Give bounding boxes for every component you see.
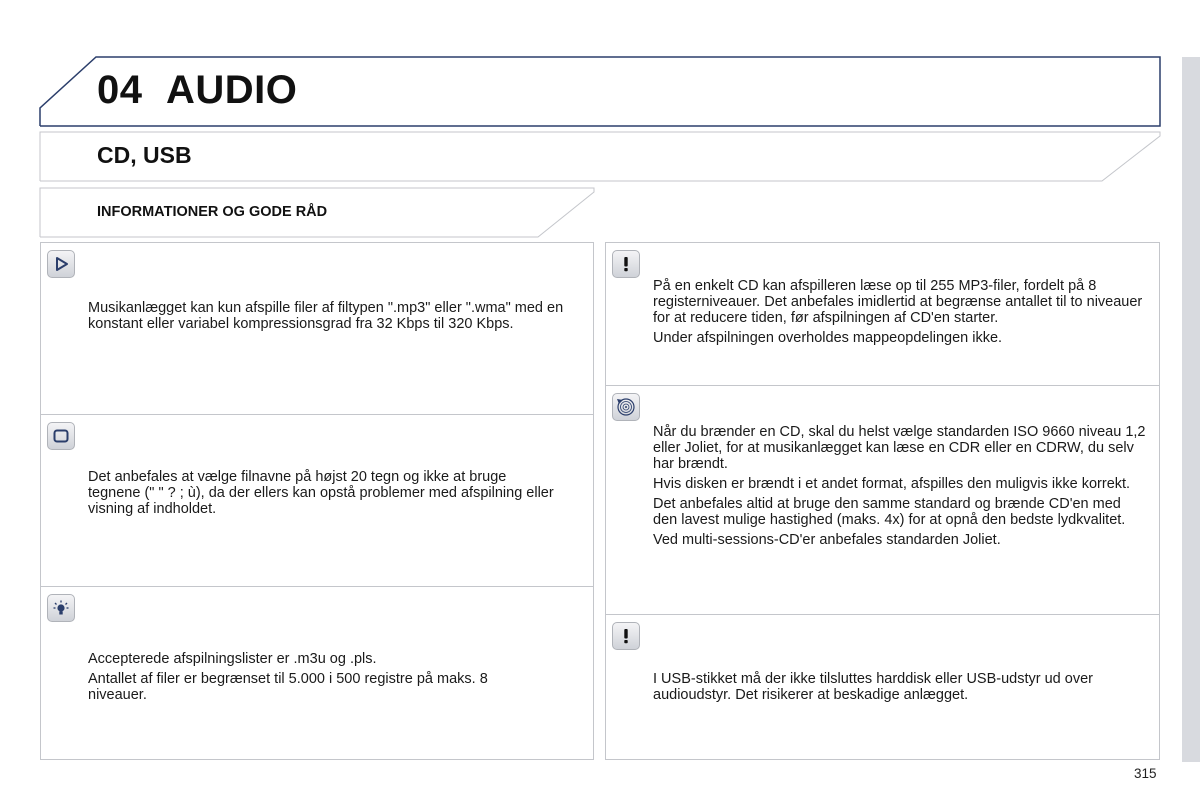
warning-text-usb	[653, 671, 1148, 707]
play-triangle-icon	[47, 250, 75, 278]
rounded-square-icon	[47, 422, 75, 450]
paragraph: Under afspilningen overholdes mappeopdelingen ikke.	[653, 330, 1003, 346]
warning-text-mp3-limit	[653, 278, 1148, 350]
section-title: CD, USB	[97, 142, 192, 168]
exclamation-icon	[612, 622, 640, 650]
side-tab-strip	[1182, 57, 1200, 762]
page-number: 315	[1134, 766, 1157, 781]
subsection-title: INFORMATIONER OG GODE RÅD	[97, 204, 328, 220]
chapter-number: 04	[97, 68, 143, 112]
info-text-cd-burning	[653, 424, 1148, 552]
paragraph: Musikanlægget kan kun afspille filer af filtypen ".mp3" eller ".wma" med en konstant eller variabel kompressionsgrad fra 32 Kbps til 320 Kbps.	[88, 300, 564, 332]
paragraph: Hvis disken er brændt i et andet format, afspilles den muligvis ikke korrekt.	[653, 476, 1131, 492]
paragraph: Når du brænder en CD, skal du helst vælge standarden ISO 9660 niveau 1,2 eller Joliet, for at musikanlægget kan læse en CDR eller en CDRW, du selv har brændt.	[653, 424, 1146, 472]
info-text-file-types	[88, 300, 568, 336]
paragraph: I USB-stikket må der ikke tilsluttes harddisk eller USB-udstyr ud over audioudstyr. Det risikerer at beskadige anlægget.	[653, 671, 1093, 703]
info-text-playlists	[88, 651, 548, 707]
chapter-title: AUDIO	[166, 68, 298, 112]
exclamation-icon	[612, 250, 640, 278]
paragraph: Det anbefales altid at bruge den samme standard og brænde CD'en med den lavest mulige hastighed (maks. 4x) for at opnå den bedste lydkvalitet.	[653, 496, 1126, 528]
paragraph: Accepterede afspilningslister er .m3u og .pls.	[88, 651, 377, 667]
info-text-filenames	[88, 469, 558, 521]
lightbulb-icon	[47, 594, 75, 622]
paragraph: Antallet af filer er begrænset til 5.000 i 500 registre på maks. 8 niveauer.	[88, 671, 488, 703]
paragraph: Ved multi-sessions-CD'er anbefales standarden Joliet.	[653, 532, 1001, 548]
cd-disc-icon	[612, 393, 640, 421]
paragraph: Det anbefales at vælge filnavne på højst 20 tegn og ikke at bruge tegnene (" " ? ; ù), da der ellers kan opstå problemer med afspilning eller visning af indholdet.	[88, 469, 554, 517]
paragraph: På en enkelt CD kan afspilleren læse op til 255 MP3-filer, fordelt på 8 registerniveauer. Det anbefales imidlertid at begrænse antallet til to niveauer for at reducere tiden, før afspilningen af CD'en starter.	[653, 278, 1143, 326]
